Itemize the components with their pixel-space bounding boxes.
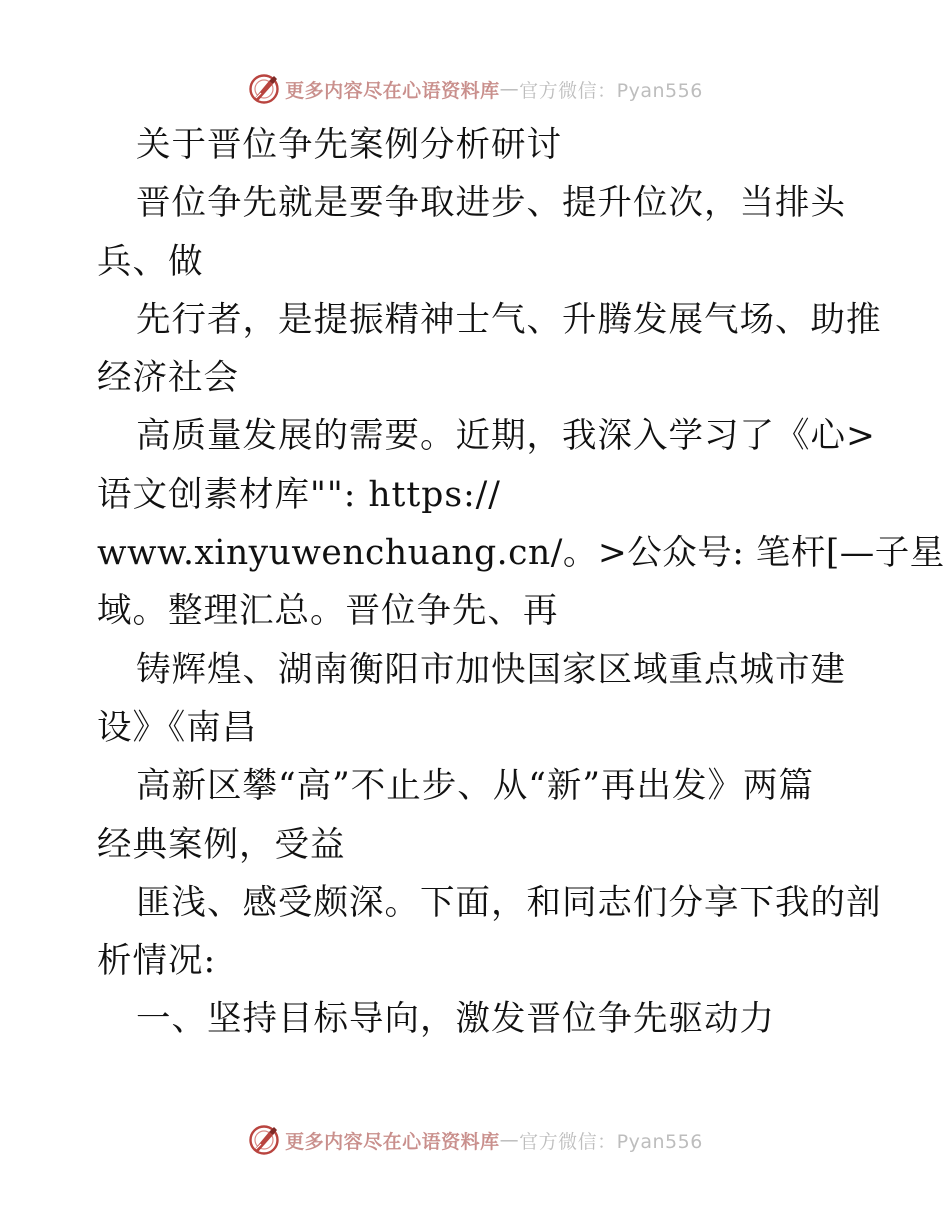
quill-pen-circle-icon (247, 72, 281, 106)
paragraph-line: 域。整理汇总。晋位争先、再 (97, 591, 559, 632)
paragraph-line: 兵、做 (97, 241, 204, 282)
paragraph-line: 铸辉煌、湖南衡阳市加快国家区域重点城市建 (136, 649, 846, 690)
watermark-lead-text: 更多内容尽在心语资料库 (285, 1130, 500, 1153)
paragraph-line: 经典案例，受益 (97, 824, 346, 865)
paragraph-line: 高质量发展的需要。近期，我深入学习了《心> (136, 416, 876, 457)
paragraph-line: 先行者，是提振精神士气、升腾发展气场、助推 (136, 299, 882, 340)
quill-pen-circle-icon (247, 1123, 281, 1157)
watermark-dash: — (499, 78, 520, 100)
document-body (97, 116, 945, 1049)
section-heading: 一、坚持目标导向，激发晋位争先驱动力 (136, 999, 775, 1040)
paragraph-line: www.xinyuwenchuang.cn/。>公众号: 笔杆[—子星 (97, 533, 945, 574)
watermark-wechat-text: 官方微信：Pyan556 (519, 1130, 703, 1153)
document-title: 关于晋位争先案例分析研讨 (136, 125, 562, 165)
watermark-lead-text: 更多内容尽在心语资料库 (285, 79, 500, 102)
header-watermark (0, 67, 950, 111)
footer-watermark (0, 1118, 950, 1162)
paragraph-line: 经济社会 (97, 358, 239, 399)
paragraph-line: 高新区攀“高”不止步、从“新”再出发》两篇 (136, 766, 815, 807)
paragraph-line: 语文创素材库"": https:// (97, 474, 501, 515)
paragraph-line: 匪浅、感受颇深。下面，和同志们分享下我的剖 (136, 882, 882, 923)
watermark-dash: — (499, 1129, 520, 1151)
watermark-wechat-text: 官方微信：Pyan556 (519, 79, 703, 102)
paragraph-line: 晋位争先就是要争取进步、提升位次，当排头 (136, 183, 846, 224)
paragraph-line: 设》《南昌 (97, 707, 258, 748)
paragraph-line: 析情况: (97, 941, 217, 982)
